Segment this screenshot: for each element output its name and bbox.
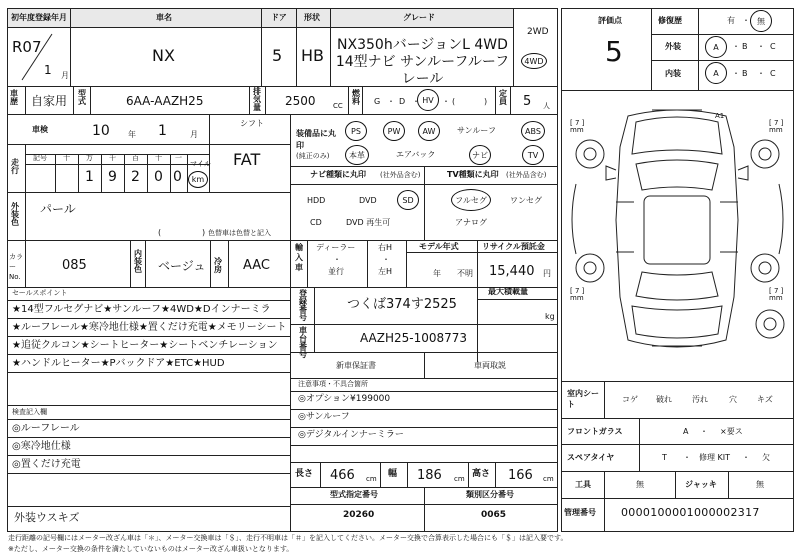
frame-no-label: 車台番号	[299, 326, 307, 359]
inspector-note-3: ◎置くだけ充電	[12, 459, 81, 470]
mileage-label: 走行	[11, 158, 19, 175]
reg-no-label: 登録番号	[299, 289, 307, 322]
inspection-label: 車検	[32, 125, 48, 134]
note-3: ◎デジタルインナーミラー	[298, 430, 404, 440]
shift-label: シフト	[240, 119, 264, 128]
glass-a: A	[683, 427, 689, 436]
equip-airbag: エアバック	[396, 150, 436, 159]
equipment-note: (純正のみ)	[296, 152, 330, 160]
model-type-value: 6AA-AAZH25	[126, 94, 204, 108]
mileage-digit-4: 0	[154, 169, 163, 185]
navi-dvd: DVD	[359, 196, 377, 205]
navi-hdd: HDD	[307, 196, 326, 205]
parallel-label: 並行	[328, 267, 344, 276]
body-color-label: 外装色	[11, 202, 19, 227]
shift-value: FAT	[233, 150, 261, 169]
footer-line-2: ※ただし、メーター交換の条件を満たしていないものはメーター改ざん車扱いとなります。	[8, 545, 294, 553]
shape-label: 形状	[304, 13, 320, 22]
score-value: 5	[605, 35, 623, 68]
jack-label: ジャッキ	[685, 480, 717, 489]
doors-label: ドア	[271, 13, 287, 22]
color-paren-close: )	[202, 228, 206, 237]
int-color-value: ベージュ	[158, 259, 206, 273]
navi-cd: CD	[310, 218, 322, 227]
width-value: 186	[417, 468, 442, 483]
glass-repair: ×要ス	[720, 427, 743, 436]
length-label: 長さ	[295, 469, 314, 479]
spare-t: T	[662, 453, 667, 462]
a1-mark: A1	[715, 112, 725, 120]
sales-point-3: ★追従クルコン★シートヒーター★シートベンチレーション	[12, 340, 278, 351]
handle-dot: ・	[382, 255, 390, 264]
exterior-dot1: ・	[732, 42, 740, 51]
capacity-label: 定員	[499, 89, 507, 106]
new-warranty-label: 新車保証書	[336, 361, 376, 370]
import-label: 輸入車	[295, 243, 303, 272]
fuel-dot3: ・	[442, 97, 450, 106]
tv-type-label: TV種類に丸印	[447, 170, 499, 179]
width-unit: cm	[454, 475, 465, 483]
tv-fullseg-circle: フルセグ	[451, 189, 491, 211]
navi-type-note: (社外品含む)	[380, 171, 421, 179]
inspector-note-2: ◎寒冷地仕様	[12, 441, 71, 452]
exterior-c: C	[770, 42, 776, 51]
equip-ps-circle: PS	[345, 121, 367, 141]
spare-dot2: ・	[742, 453, 750, 462]
equip-aw-circle: AW	[418, 121, 440, 141]
exterior-note: 外装ウスキズ	[14, 511, 80, 524]
mileage-head-10k: 十	[63, 154, 70, 162]
fuel-d: D	[399, 97, 406, 106]
interior-c: C	[770, 69, 776, 78]
sales-point-1: ★14型フルセグナビ★サンルーフ★4WD★Dインナーミラ	[12, 304, 271, 315]
tread-rl: [ 7 ] mm	[570, 287, 585, 302]
tread-rr: [ 7 ] mm	[769, 287, 784, 302]
notes-label: 注意事項・不具合箇所	[298, 380, 368, 388]
navi-type-label: ナビ種類に丸印	[310, 170, 366, 179]
grade-label: グレード	[403, 13, 435, 22]
model-year-unit: 年	[433, 269, 441, 278]
exterior-a-circle: A	[705, 36, 727, 58]
seat-stain: 汚れ	[692, 395, 708, 404]
mileage-digit-5: 0	[173, 169, 182, 185]
interior-a-circle: A	[705, 62, 727, 84]
color-note: 色替車は色替と記入	[208, 229, 271, 237]
ac-label: 冷房	[214, 257, 222, 274]
tools-value: 無	[636, 480, 644, 489]
cc-unit: CC	[333, 102, 343, 110]
score-label: 評価点	[598, 16, 622, 25]
inspection-year-unit: 年	[128, 130, 136, 139]
mileage-head-thousand: 千	[109, 154, 116, 162]
seat-hole: 穴	[729, 395, 737, 404]
seat-label: 室内シート	[567, 389, 599, 409]
mileage-digit-1: 1	[85, 169, 94, 185]
interior-dot2: ・	[757, 69, 765, 78]
car-diagram	[562, 92, 793, 377]
exterior-label: 外装	[665, 42, 681, 51]
fuel-paren-close: )	[484, 97, 488, 106]
fuel-g: G	[374, 97, 381, 106]
license-label: 車歴	[10, 89, 18, 106]
equip-leather-circle: 本革	[345, 145, 369, 165]
exterior-b: B	[742, 42, 748, 51]
note-2: ◎サンルーフ	[298, 412, 350, 422]
repair-label: 修復歴	[658, 16, 682, 25]
navi-sd-circle: SD	[397, 190, 419, 210]
equipment-label: 装備品に丸印	[296, 129, 336, 150]
inspector-note-1: ◎ルーフレール	[12, 423, 80, 434]
height-label: 高さ	[472, 469, 491, 479]
tv-analog: アナログ	[455, 218, 487, 227]
capacity-unit: 人	[543, 102, 550, 110]
color-no-label: カラーNo.	[9, 253, 23, 281]
car-name: NX	[152, 46, 175, 65]
glass-dot: ・	[700, 427, 708, 436]
fuel-hv-circle: HV	[417, 89, 439, 111]
repair-yes: 有	[727, 16, 735, 25]
spare-kit: 修理 KIT	[699, 453, 731, 462]
mgmt-value: 0000100001000002317	[621, 506, 760, 519]
tv-type-note: (社外品含む)	[506, 171, 547, 179]
class-no-value: 0065	[481, 510, 507, 520]
first-reg-label: 初年度登録年月	[11, 13, 67, 22]
fuel-dot2: ・	[412, 97, 420, 106]
displacement-label: 排気量	[253, 87, 261, 112]
approval-label: 型式指定番号	[330, 490, 378, 499]
approval-value: 20260	[343, 510, 375, 520]
model-year-label: モデル年式	[419, 242, 459, 251]
mileage-head-man: 万	[86, 154, 93, 162]
reg-era: R07	[12, 38, 42, 56]
recycle-value: 15,440	[489, 264, 535, 279]
tools-label: 工具	[575, 480, 591, 489]
model-type-label: 型式	[78, 89, 86, 106]
grade-4wd-circle: 4WD	[521, 53, 547, 69]
equip-sunroof: サンルーフ	[457, 126, 496, 135]
height-unit: cm	[543, 475, 554, 483]
equip-tv-circle: TV	[522, 145, 544, 165]
tv-oneseg: ワンセグ	[510, 196, 542, 205]
mileage-digit-2: 9	[108, 169, 117, 185]
equip-abs-circle: ABS	[521, 121, 545, 141]
footer-line-1: 走行距離の記号欄にはメーター改ざん車は「＊」、メーター交換車は「＄」、走行不明車は「＃」を記入してください。メーター交換で合算表示した場合にも「＄」は記入要です。	[8, 534, 568, 542]
repair-dot: ・	[742, 16, 750, 25]
doors-value: 5	[272, 46, 283, 65]
front-glass-label: フロントガラス	[567, 427, 623, 436]
recycle-label: リサイクル預託金	[482, 242, 545, 251]
navi-dvd-play: DVD 再生可	[346, 218, 391, 227]
recycle-unit: 円	[543, 269, 551, 278]
fuel-label: 燃料	[352, 89, 360, 106]
tread-fl: [ 7 ] mm	[570, 119, 585, 134]
mile-unit: マイル	[190, 160, 211, 168]
fuel-dot1: ・	[387, 97, 395, 106]
sales-point-4: ★ハンドルヒーター★Pバックドア★ETC★HUD	[12, 358, 225, 369]
right-h-label: 右H	[378, 243, 393, 252]
ac-value: AAC	[243, 258, 270, 273]
note-1: ◎オプション¥199000	[298, 394, 391, 404]
inspection-month-unit: 月	[190, 130, 198, 139]
body-color-value: パール	[40, 202, 76, 216]
reg-number: つくば374す2525	[347, 297, 457, 312]
mileage-digit-3: 2	[131, 169, 140, 185]
height-value: 166	[508, 468, 533, 483]
class-no-label: 類別区分番号	[466, 490, 514, 499]
dealer-label: ディーラー	[316, 243, 356, 252]
shape-value: HB	[301, 46, 325, 65]
equip-navi-circle: ナビ	[469, 145, 491, 165]
inspection-month: 1	[158, 123, 167, 139]
seat-scratch: キズ	[757, 395, 773, 404]
mileage-head-ten: 十	[155, 154, 162, 162]
mgmt-label: 管理番号	[564, 508, 596, 517]
sales-point-2: ★ルーフレール★寒冷地仕様★置くだけ充電★メモリーシート	[12, 322, 287, 333]
inspector-label: 検査記入欄	[12, 408, 47, 416]
jack-value: 無	[756, 480, 764, 489]
spare-label: スペアタイヤ	[567, 453, 615, 462]
interior-dot1: ・	[732, 69, 740, 78]
grade-2wd: 2WD	[527, 27, 549, 37]
max-load-unit: kg	[545, 312, 555, 321]
color-paren-open: (	[158, 228, 162, 237]
left-h-label: 左H	[378, 267, 393, 276]
color-no-value: 085	[62, 258, 87, 273]
mileage-head-one: 一	[175, 154, 182, 162]
displacement-value: 2500	[285, 94, 316, 108]
reg-month-unit: 月	[61, 71, 69, 80]
mileage-head-code: 記号	[33, 154, 47, 162]
capacity-value: 5	[523, 94, 532, 109]
max-load-label: 最大積載量	[488, 287, 528, 296]
usage-value: 自家用	[31, 94, 68, 108]
int-color-label: 内装色	[134, 249, 142, 274]
seat-burn: コゲ	[622, 395, 638, 404]
reg-month: 1	[44, 63, 52, 77]
spare-dot1: ・	[683, 453, 691, 462]
interior-b: B	[742, 69, 748, 78]
grade-value: NX350hバージョンL 4WD 14型ナビ サンルーフルーフレール	[335, 37, 510, 87]
sales-points-label: セールスポイント	[12, 289, 68, 297]
length-unit: cm	[366, 475, 377, 483]
inspection-year: 10	[92, 123, 110, 139]
manual-label: 車両取説	[474, 361, 506, 370]
width-label: 幅	[388, 469, 398, 479]
repair-none-circle: 無	[750, 10, 772, 32]
model-year-unknown: 不明	[457, 269, 473, 278]
spare-missing: 欠	[762, 453, 770, 462]
exterior-dot2: ・	[757, 42, 765, 51]
equip-pw-circle: PW	[383, 121, 405, 141]
import-dot: ・	[333, 255, 341, 264]
tread-fr: [ 7 ] mm	[769, 119, 784, 134]
length-value: 466	[330, 468, 355, 483]
seat-tear: 破れ	[656, 395, 672, 404]
km-circle: km	[188, 171, 208, 188]
interior-label: 内装	[665, 69, 681, 78]
car-name-label: 車名	[156, 13, 172, 22]
mileage-head-hundred: 百	[132, 154, 139, 162]
fuel-paren-open: (	[452, 97, 456, 106]
frame-no-value: AAZH25-1008773	[360, 331, 468, 345]
